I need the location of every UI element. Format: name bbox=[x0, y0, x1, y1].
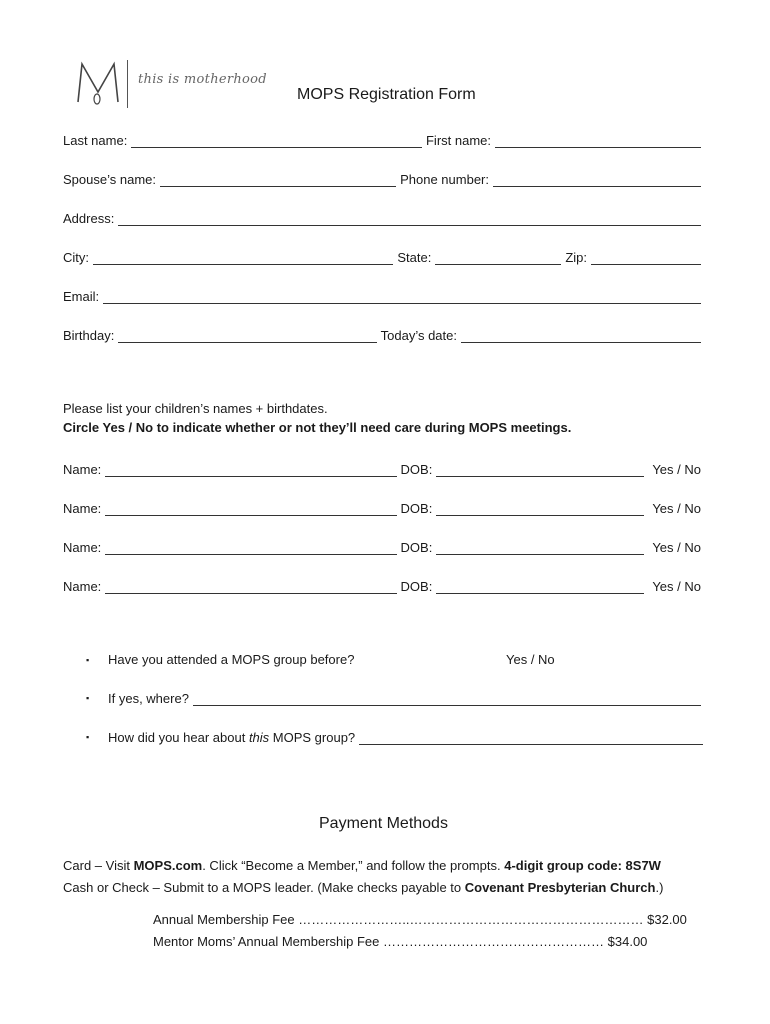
where-row bbox=[108, 686, 701, 706]
child-row bbox=[63, 457, 701, 477]
child-dob-field[interactable] bbox=[436, 462, 644, 477]
bullet-icon: ▪ bbox=[86, 732, 90, 742]
city-label: City: bbox=[63, 250, 89, 265]
spouse-name-label: Spouse’s name: bbox=[63, 172, 156, 187]
address-field[interactable] bbox=[118, 211, 701, 226]
where-field[interactable] bbox=[193, 691, 701, 706]
cash-instructions: Cash or Check – Submit to a MOPS leader. (Make checks payable to Covenant Presbyterian Church.) bbox=[63, 880, 664, 895]
row-email bbox=[63, 284, 701, 304]
child-name-field[interactable] bbox=[105, 462, 396, 477]
birthday-label: Birthday: bbox=[63, 328, 115, 343]
first-name-field[interactable] bbox=[495, 133, 701, 148]
group-code: 4-digit group code: 8S7W bbox=[504, 858, 661, 873]
children-instruction: Circle Yes / No to indicate whether or not they’ll need care during MOPS meetings. bbox=[63, 420, 572, 435]
last-name-field[interactable] bbox=[131, 133, 422, 148]
email-label: Email: bbox=[63, 289, 100, 304]
child-name-label: Name: bbox=[63, 540, 102, 555]
city-field[interactable] bbox=[93, 250, 393, 265]
child-name-label: Name: bbox=[63, 579, 102, 594]
last-name-label: Last name: bbox=[63, 133, 128, 148]
fee-line: Annual Membership Fee ……………………..……………………………………………… $32.00 bbox=[153, 912, 687, 927]
todays-date-field[interactable] bbox=[461, 328, 701, 343]
child-row bbox=[63, 496, 701, 516]
child-dob-field[interactable] bbox=[436, 501, 644, 516]
heard-field[interactable] bbox=[359, 730, 703, 745]
mops-link[interactable]: MOPS.com bbox=[133, 858, 203, 873]
row-address bbox=[63, 206, 701, 226]
child-name-field[interactable] bbox=[105, 579, 396, 594]
child-dob-label: DOB: bbox=[400, 462, 433, 477]
todays-date-label: Today’s date: bbox=[380, 328, 457, 343]
logo-divider bbox=[127, 60, 128, 108]
child-dob-field[interactable] bbox=[436, 540, 644, 555]
payment-heading: Payment Methods bbox=[319, 815, 448, 832]
birthday-field[interactable] bbox=[118, 328, 376, 343]
phone-label: Phone number: bbox=[400, 172, 489, 187]
spouse-name-field[interactable] bbox=[160, 172, 396, 187]
child-dob-label: DOB: bbox=[400, 540, 433, 555]
child-dob-field[interactable] bbox=[436, 579, 644, 594]
child-name-label: Name: bbox=[63, 501, 102, 516]
child-care-choice[interactable]: Yes / No bbox=[652, 540, 701, 555]
attended-question: Have you attended a MOPS group before? bbox=[108, 652, 355, 667]
child-row bbox=[63, 574, 701, 594]
row-spouse-phone bbox=[63, 167, 701, 187]
child-name-field[interactable] bbox=[105, 501, 396, 516]
heard-row bbox=[108, 725, 703, 745]
child-care-choice[interactable]: Yes / No bbox=[652, 462, 701, 477]
bullet-icon: ▪ bbox=[86, 655, 90, 665]
child-dob-label: DOB: bbox=[400, 501, 433, 516]
state-field[interactable] bbox=[435, 250, 561, 265]
address-label: Address: bbox=[63, 211, 115, 226]
logo-m-glyph bbox=[72, 58, 124, 108]
row-birthday-date bbox=[63, 323, 701, 343]
child-row bbox=[63, 535, 701, 555]
state-label: State: bbox=[397, 250, 432, 265]
email-field[interactable] bbox=[103, 289, 701, 304]
bullet-icon: ▪ bbox=[86, 693, 90, 703]
child-dob-label: DOB: bbox=[400, 579, 433, 594]
child-name-label: Name: bbox=[63, 462, 102, 477]
where-label: If yes, where? bbox=[108, 691, 189, 706]
heard-label: How did you hear about this MOPS group? bbox=[108, 730, 356, 745]
child-care-choice[interactable]: Yes / No bbox=[652, 579, 701, 594]
children-intro: Please list your children’s names + birthdates. bbox=[63, 401, 328, 416]
phone-field[interactable] bbox=[493, 172, 701, 187]
zip-label: Zip: bbox=[565, 250, 587, 265]
row-names bbox=[63, 128, 701, 148]
child-name-field[interactable] bbox=[105, 540, 396, 555]
child-care-choice[interactable]: Yes / No bbox=[652, 501, 701, 516]
attended-choice[interactable]: Yes / No bbox=[506, 652, 555, 667]
first-name-label: First name: bbox=[425, 133, 491, 148]
logo bbox=[72, 58, 124, 111]
row-city-state-zip bbox=[63, 245, 701, 265]
payee: Covenant Presbyterian Church bbox=[464, 880, 656, 895]
card-instructions: Card – Visit MOPS.com. Click “Become a Member,” and follow the prompts. 4-digit group code: 8S7W bbox=[63, 858, 661, 873]
zip-field[interactable] bbox=[591, 250, 701, 265]
logo-tagline: this is motherhood bbox=[138, 72, 267, 87]
page-title: MOPS Registration Form bbox=[297, 86, 476, 103]
fee-line: Mentor Moms’ Annual Membership Fee …………………………………………… $34.00 bbox=[153, 934, 648, 949]
